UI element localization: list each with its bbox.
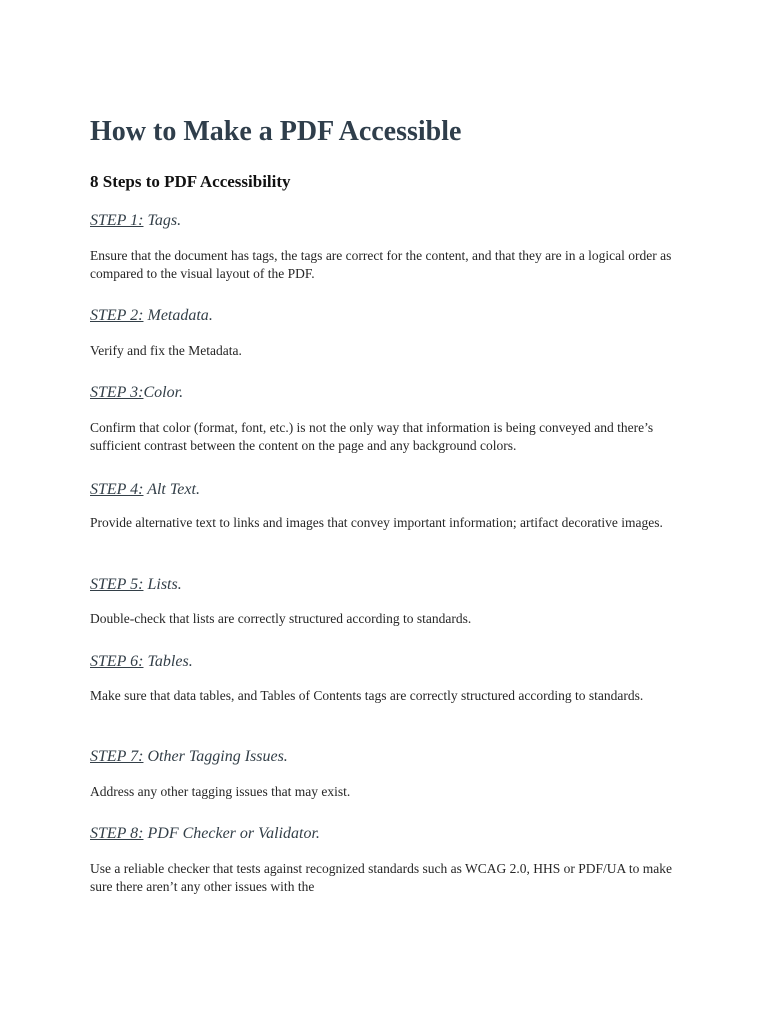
step-3-label: STEP 3: bbox=[90, 384, 144, 401]
step-5-body: Double-check that lists are correctly structured according to standards. bbox=[90, 611, 472, 626]
step-2-name: Metadata bbox=[143, 307, 209, 324]
step-1-name: Tags bbox=[143, 212, 178, 229]
step-5-label: STEP 5: bbox=[90, 576, 144, 593]
step-3-name: Color bbox=[143, 384, 180, 401]
step-8-body: Use a reliable checker that tests against recognized standards such as WCAG 2.0, HHS or PDF/UA to make sure there aren’t any other issues with the bbox=[90, 861, 672, 894]
step-1-heading: STEP 1: Tags. bbox=[90, 212, 182, 229]
step-2-label: STEP 2: bbox=[90, 307, 144, 324]
step-4-body: Provide alternative text to links and images that convey important information; artifact decorative images. bbox=[90, 515, 663, 530]
step-1-label: STEP 1: bbox=[90, 212, 144, 229]
step-5-heading: STEP 5: Lists. bbox=[90, 576, 182, 593]
step-6-name: Tables bbox=[143, 653, 189, 670]
page-subtitle: 8 Steps to PDF Accessibility bbox=[90, 172, 291, 191]
step-7-name: Other Tagging Issues bbox=[143, 748, 284, 765]
step-2-heading: STEP 2: Metadata. bbox=[90, 307, 213, 324]
step-8-label: STEP 8: bbox=[90, 825, 144, 842]
step-6-label: STEP 6: bbox=[90, 653, 144, 670]
step-4-name: Alt Text bbox=[143, 481, 196, 498]
step-7-heading: STEP 7: Other Tagging Issues. bbox=[90, 748, 288, 765]
step-5-name: Lists bbox=[143, 576, 178, 593]
step-4-heading: STEP 4: Alt Text. bbox=[90, 481, 200, 498]
step-3-heading: STEP 3:Color. bbox=[90, 384, 184, 401]
step-3-body: Confirm that color (format, font, etc.) is not the only way that information is being conveyed and there’s sufficient contrast between the content on the page and any background colors. bbox=[90, 420, 654, 453]
step-1-body: Ensure that the document has tags, the tags are correct for the content, and that they are in a logical order as compared to the visual layout of the PDF. bbox=[90, 248, 672, 281]
step-8-heading: STEP 8: PDF Checker or Validator. bbox=[90, 825, 320, 842]
step-8-name: PDF Checker or Validator bbox=[143, 825, 316, 842]
step-6-body: Make sure that data tables, and Tables of Contents tags are correctly structured according to standards. bbox=[90, 688, 644, 703]
step-7-body: Address any other tagging issues that may exist. bbox=[90, 784, 351, 799]
step-7-label: STEP 7: bbox=[90, 748, 144, 765]
step-2-body: Verify and fix the Metadata. bbox=[90, 343, 242, 358]
page-title: How to Make a PDF Accessible bbox=[90, 116, 462, 147]
step-6-heading: STEP 6: Tables. bbox=[90, 653, 193, 670]
step-4-label: STEP 4: bbox=[90, 481, 144, 498]
